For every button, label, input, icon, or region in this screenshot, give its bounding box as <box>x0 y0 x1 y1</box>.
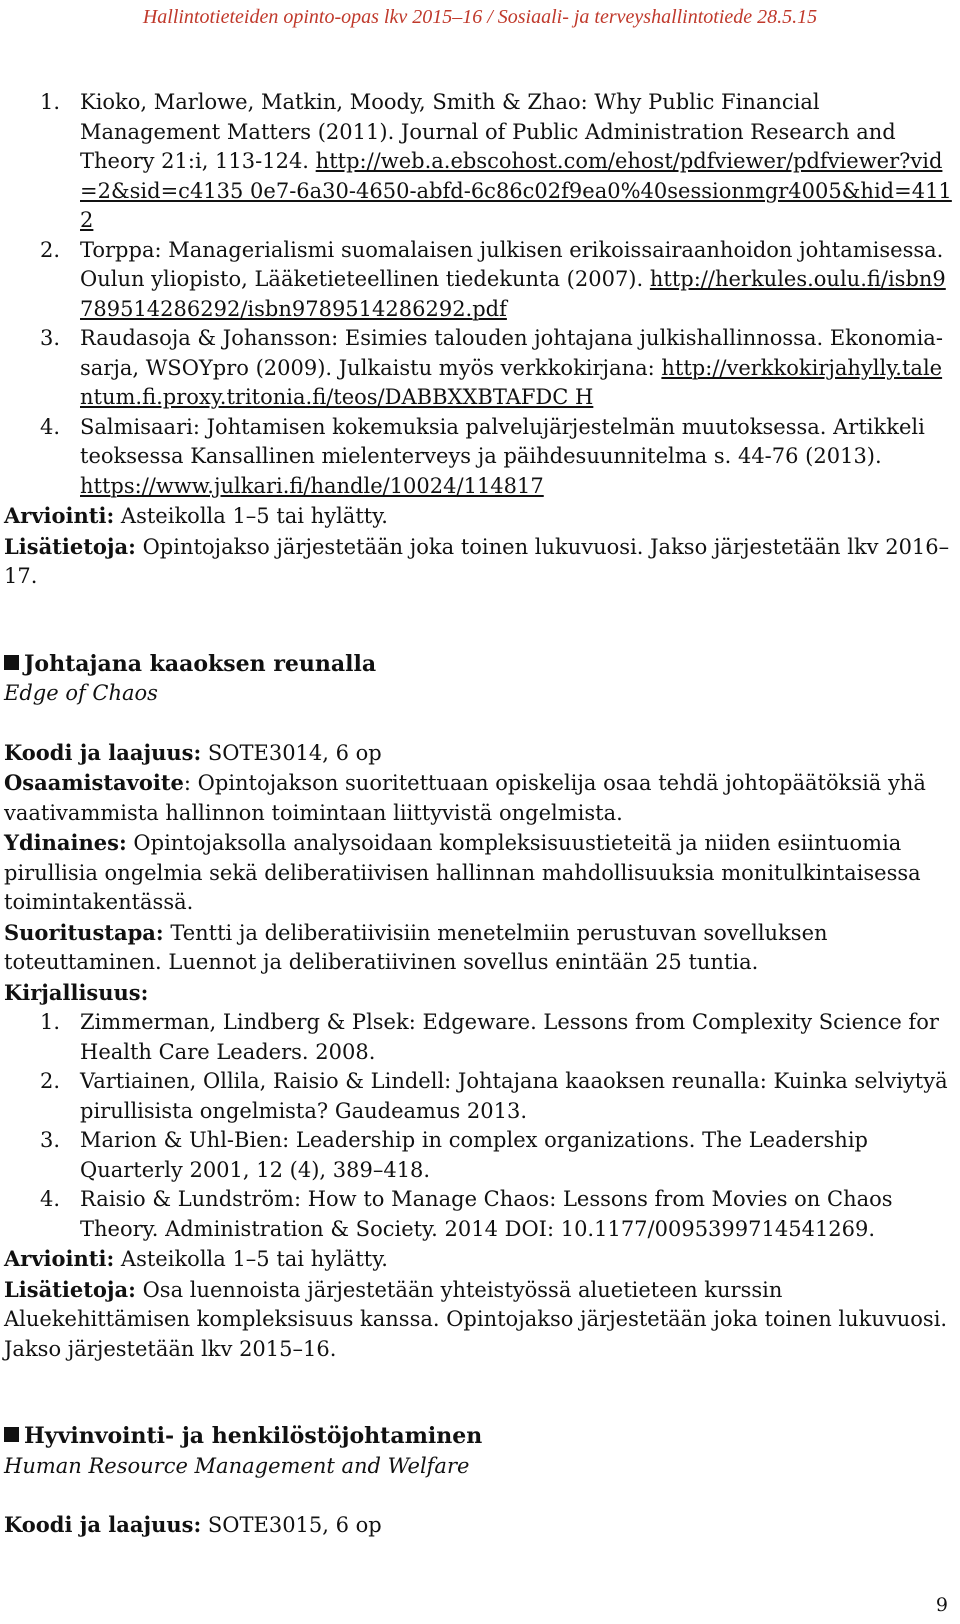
lisatietoja-value: Osa luennoista järjestetään yhteistyössä aluetieteen kurssin Aluekehittämisen kompleksisuus kanssa. Opintojakso järjestetään joka toinen lukuvuosi. Jakso järjestetään lkv 2015–16. <box>4 1277 948 1361</box>
kirjallisuus-row <box>4 978 954 1009</box>
square-bullet-icon <box>4 1427 19 1442</box>
literature-list <box>4 88 954 501</box>
square-bullet-icon <box>4 655 19 670</box>
item-number: 3. <box>40 1128 61 1152</box>
osaamistavoite-row <box>4 768 954 828</box>
kirjallisuus-label: Kirjallisuus: <box>4 979 149 1005</box>
lisatietoja-row <box>4 1275 954 1365</box>
koodi-row <box>4 1510 954 1541</box>
arviointi-value: Asteikolla 1–5 tai hylätty. <box>120 1247 388 1271</box>
literature-list <box>4 1008 954 1244</box>
reference-link[interactable]: http://web.a.ebscohost.com/ehost/pdfviewer/pdfviewer?vid=2&sid=c4135 0e7-6a30-4650-abfd-6c86c02f9ea0%40sessionmgr4005&hid=4112 <box>80 149 952 232</box>
ydinaines-value: Opintojaksolla analysoidaan kompleksisuustieteitä ja niiden esiintuomia pirullisia ongelmia sekä deliberatiivisen hallinnan mahdollisuuksia monitulkintaisessa toimintakentässä. <box>4 831 921 914</box>
item-number: 3. <box>40 326 61 350</box>
literature-item <box>4 1067 954 1126</box>
koodi-label: Koodi ja laajuus: <box>4 1512 202 1537</box>
item-number: 4. <box>40 1187 61 1211</box>
arviointi-row <box>4 501 954 532</box>
koodi-value: SOTE3014, 6 op <box>207 740 382 765</box>
item-number: 2. <box>40 237 61 262</box>
ydinaines-label: Ydinaines: <box>4 830 127 855</box>
suoritustapa-label: Suoritustapa: <box>4 919 164 945</box>
arviointi-label: Arviointi: <box>4 1246 115 1271</box>
reference-link[interactable]: https://www.julkari.fi/handle/10024/114817 <box>80 473 544 498</box>
osaamistavoite-label: Osaamistavoite <box>4 770 184 795</box>
course-title: Johtajana kaaoksen reunalla <box>24 650 377 677</box>
literature-item <box>4 1126 954 1185</box>
reference-text: Torppa: Managerialismi suomalaisen julkisen erikoissairaanhoidon johtamisessa. Oulun yliopisto, Lääketieteellinen tiedekunta (2007). <box>80 237 944 291</box>
lisatietoja-row <box>4 532 954 592</box>
osaamistavoite-value: : Opintojakson suoritettuaan opiskelija osaa tehdä johtopäätöksiä yhä vaativammista hallinnon toimintaan liittyvistä ongelmista. <box>4 771 926 825</box>
course-heading <box>4 1422 954 1452</box>
koodi-row <box>4 738 954 769</box>
ydinaines-row <box>4 828 954 918</box>
reference-text: Marion & Uhl-Bien: Leadership in complex organizations. The Leadership Quarterly 2001, 12 (4), 389–418. <box>80 1128 868 1182</box>
literature-item <box>4 413 954 502</box>
lisatietoja-label: Lisätietoja: <box>4 1276 136 1302</box>
reference-text: Raisio & Lundström: How to Manage Chaos: Lessons from Movies on Chaos Theory. Administration & Society. 2014 DOI: 10.1177/0095399714541269. <box>80 1187 893 1241</box>
koodi-value: SOTE3015, 6 op <box>207 1513 382 1537</box>
item-number: 4. <box>40 414 61 439</box>
literature-item <box>4 324 954 413</box>
course-title-english: Edge of Chaos <box>4 681 158 705</box>
literature-item <box>4 88 954 236</box>
course-title: Hyvinvointi- ja henkilöstöjohtaminen <box>24 1423 483 1449</box>
course-heading <box>4 650 954 680</box>
reference-text: Kioko, Marlowe, Matkin, Moody, Smith & Zhao: Why Public Financial Management Matters (2011). Journal of Public Administration Research and Theory 21:i, 113-124. <box>80 90 896 173</box>
literature-item <box>4 236 954 325</box>
page-number: 9 <box>935 1594 948 1616</box>
course-title-english: Human Resource Management and Welfare <box>4 1453 470 1478</box>
item-number: 1. <box>40 90 61 114</box>
literature-item <box>4 1008 954 1067</box>
koodi-label: Koodi ja laajuus: <box>4 739 202 765</box>
running-header: Hallintotieteiden opinto-opas lkv 2015–16 / Sosiaali- ja terveyshallintotiede 28.5.15 <box>142 6 818 28</box>
item-number: 2. <box>40 1069 61 1093</box>
lisatietoja-value: Opintojakso järjestetään joka toinen lukuvuosi. Jakso järjestetään lkv 2016–17. <box>4 534 950 588</box>
lisatietoja-label: Lisätietoja: <box>4 533 136 559</box>
item-number: 1. <box>40 1010 61 1034</box>
suoritustapa-row <box>4 918 954 978</box>
page-content <box>4 88 954 1541</box>
reference-text: Vartiainen, Ollila, Raisio & Lindell: Johtajana kaaoksen reunalla: Kuinka selviytyä pirullisista ongelmista? Gaudeamus 2013. <box>80 1069 948 1123</box>
arviointi-value: Asteikolla 1–5 tai hylätty. <box>120 504 388 528</box>
reference-link[interactable]: http://verkkokirjahylly.talentum.fi.proxy.tritonia.fi/teos/DABBXXBTAFDC H <box>80 355 943 409</box>
reference-text: Salmisaari: Johtamisen kokemuksia palvelujärjestelmän muutoksessa. Artikkeli teoksessa Kansallinen mielenterveys ja päihdesuunnitelma s. 44-76 (2013). <box>80 414 925 468</box>
reference-link[interactable]: http://herkules.oulu.fi/isbn9789514286292/isbn9789514286292.pdf <box>80 267 946 321</box>
reference-text: Raudasoja & Johansson: Esimies talouden johtajana julkishallinnossa. Ekonomia-sarja, WSOYpro (2009). Julkaistu myös verkkokirjana: <box>80 326 943 380</box>
reference-text: Zimmerman, Lindberg & Plsek: Edgeware. Lessons from Complexity Science for Health Care Leaders. 2008. <box>80 1010 939 1064</box>
literature-item <box>4 1185 954 1244</box>
arviointi-label: Arviointi: <box>4 503 115 528</box>
arviointi-row <box>4 1244 954 1275</box>
suoritustapa-value: Tentti ja deliberatiivisiin menetelmiin perustuvan sovelluksen toteuttaminen. Luennot ja deliberatiivinen sovellus enintään 25 tuntia. <box>4 920 828 974</box>
